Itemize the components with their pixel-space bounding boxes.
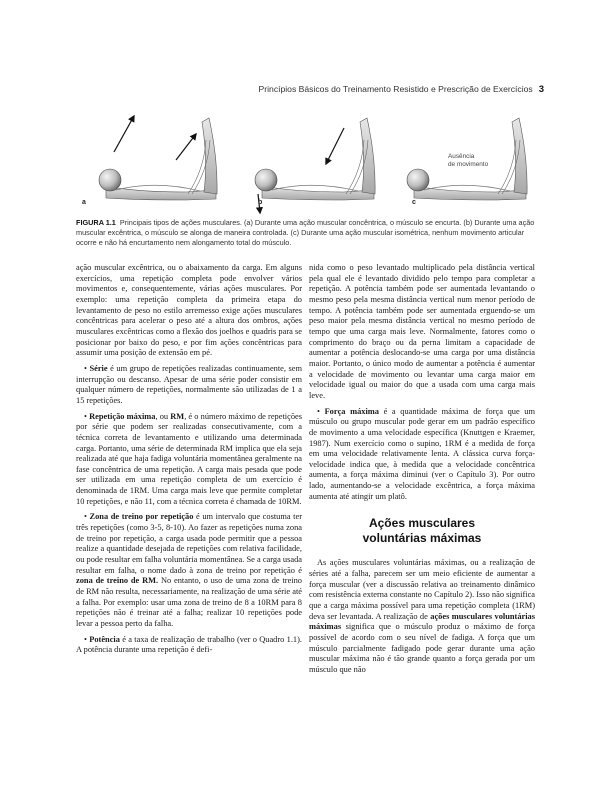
term-zone-rm: zona de treino de RM.	[76, 576, 159, 586]
section-heading-line1: Ações musculares	[368, 516, 476, 531]
page-number: 3	[538, 84, 544, 95]
term-serie: Série	[89, 363, 108, 373]
figure-annotation-line1: Ausência de movimento	[448, 153, 489, 168]
figure-muscle-actions	[76, 100, 542, 216]
running-head-title: Princípios Básicos do Treinamento Resistido e Prescrição de Exercícios	[258, 84, 533, 94]
panel-label-b: b	[258, 199, 263, 206]
panel-label-c: c	[412, 199, 416, 206]
left-column	[76, 263, 302, 661]
term-power: Potência	[89, 634, 120, 644]
panel-label-a: a	[82, 199, 86, 206]
paragraph-force: • Força máxima é a quantidade máxima de força que um músculo ou grupo muscular pode gerar em um padrão específico de movimento a uma velocidade específica (Knuttgen e Kraemer, 1987). Num exercício como o supino, 1RM é a medida de força em uma velocidade relativamente lenta. A clássica curva força-velocidade indica que, à medida que a velocidade concêntrica aumenta, a força máxima diminui (ver o Capítulo 3). Por outro lado, aumentando-se a velocidade excêntrica, a força máxima aumenta até atingir um platô.	[309, 406, 535, 501]
paragraph-power: • Potência é a taxa de realização de trabalho (ver o Quadro 1.1). A potência durante uma repetição é defi-	[76, 634, 302, 655]
left-paragraph-1: ação muscular excêntrica, ou o abaixamento da carga. Em alguns exercícios, uma repetição completa pode envolver vários movimentos e, consequentemente, várias ações musculares. Por exemplo: uma repetição completa da primeira etapa do levantamento de peso no estilo arremesso exige ações musculares concêntricas para acelerar o peso até a altura dos ombros, ações musculares excêntricas como a flexão dos joelhos e quadris para se posicionar por baixo do peso, e por fim ações concêntricas para assumir uma posição de extensão em pé.	[76, 263, 302, 358]
paragraph-zone: • Zona de treino por repetição é um intervalo que costuma ter três repetições (como 3-5, 8-10). Ao fazer as repetições numa zona de treino por repetição, a carga usada pode permitir que a pessoa realize a quantidade desejada de repetições com relativa facilidade, ou pode resultar em falha voluntária momentânea. Se a carga usada resultar em falha, o nome dado à zona de treino por repetição é zona de treino de RM. No entanto, o uso de uma zona de treino de RM não resulta, necessariamente, na realização de uma série até a falha. Por exemplo: usar uma zona de treino de 8 a 10RM para 8 repetições não é treinar até a falha; realizar 10 repetições pode levar a pessoa perto da falha.	[76, 512, 302, 628]
term-rm: Repetição máxima	[89, 411, 156, 421]
term-max-voluntary: ações musculares voluntárias máximas	[309, 611, 535, 632]
right-column	[309, 263, 535, 681]
paragraph-max-voluntary: As ações musculares voluntárias máximas, ou a realização de séries até a falha, parecem ser um meio eficiente de aumentar a força muscular (ver a discussão relativa ao treinamento dinâmico com resistência externa constante no Capítulo 2). Isso não significa que a carga máxima possível para uma repetição completa (1RM) deva ser levantada. A realização de ações musculares voluntárias máximas significa que o músculo produz o máximo de força possível de acordo com o seu nível de fadiga. A força que um músculo parcialmente fadigado pode gerar durante uma ação muscular máxima não é tão grande quanto a força gerada por um músculo que não	[309, 558, 535, 674]
term-rm-abbr: RM	[170, 411, 185, 421]
right-paragraph-1: nida como o peso levantado multiplicado pela distância vertical pela qual ele é levantado dividido pelo tempo para completar a repetição. A potência também pode ser aumentada levantando o mesmo peso pela mesma distância vertical num menor período de tempo. A potência também pode ser aumentada erguendo-se um peso maior pela mesma distância vertical no mesmo período de tempo que uma carga mais leve. Normalmente, fatores como o comprimento do braço ou da perna limitam a capacidade de aumentar a potência deslocando-se uma carga por uma distância maior. Portanto, o único modo de aumentar a potência é aumentar a velocidade de movimento ou levantar uma carga maior em velocidade igual ou maior do que a usada com uma carga mais leve.	[309, 263, 535, 400]
figure-caption	[76, 218, 542, 248]
figure-illustration	[76, 100, 542, 216]
term-force: Força máxima	[324, 406, 379, 416]
panel-b-illustration	[255, 118, 375, 213]
section-heading	[309, 516, 535, 546]
term-zone: Zona de treino por repetição	[89, 512, 194, 522]
annotation-text: Ausência	[448, 153, 475, 160]
paragraph-rm: • Repetição máxima, ou RM, é o número máximo de repetições por série que podem ser realizadas consecutivamente, com a técnica correta de levantamento e utilizando uma determinada carga. Portanto, uma série de determinada RM implica que ela seja realizada até que haja fadiga voluntária momentânea geralmente na fase concêntrica de uma repetição. A carga mais pesada que pode ser utilizada em uma repetição completa de um exercício é denominada de 1RM. Uma carga mais leve que permite completar 10 repetições, e não 11, com a técnica correta é chamada de 10RM.	[76, 411, 302, 506]
section-heading-line2: voluntárias máximas	[362, 531, 482, 546]
paragraph-serie: • Série é um grupo de repetições realizadas continuamente, sem interrupção ou descanso. Apesar de uma série poder consistir em qualquer número de repetições, normalmente são utilizadas de 1 a 15 repetições.	[76, 363, 303, 405]
figure-caption-label: FIGURA 1.1	[76, 218, 116, 227]
panel-a-illustration	[99, 116, 217, 200]
figure-caption-text: Principais tipos de ações musculares. (a) Durante uma ação muscular concêntrica, o músculo se encurta. (b) Durante uma ação muscular excêntrica, o músculo se alonga de maneira controlada. (c) Durante uma ação muscular isométrica, nenhum movimento articular ocorre e não há encurtamento nem alongamento total do músculo.	[76, 218, 535, 247]
running-head	[60, 84, 544, 95]
